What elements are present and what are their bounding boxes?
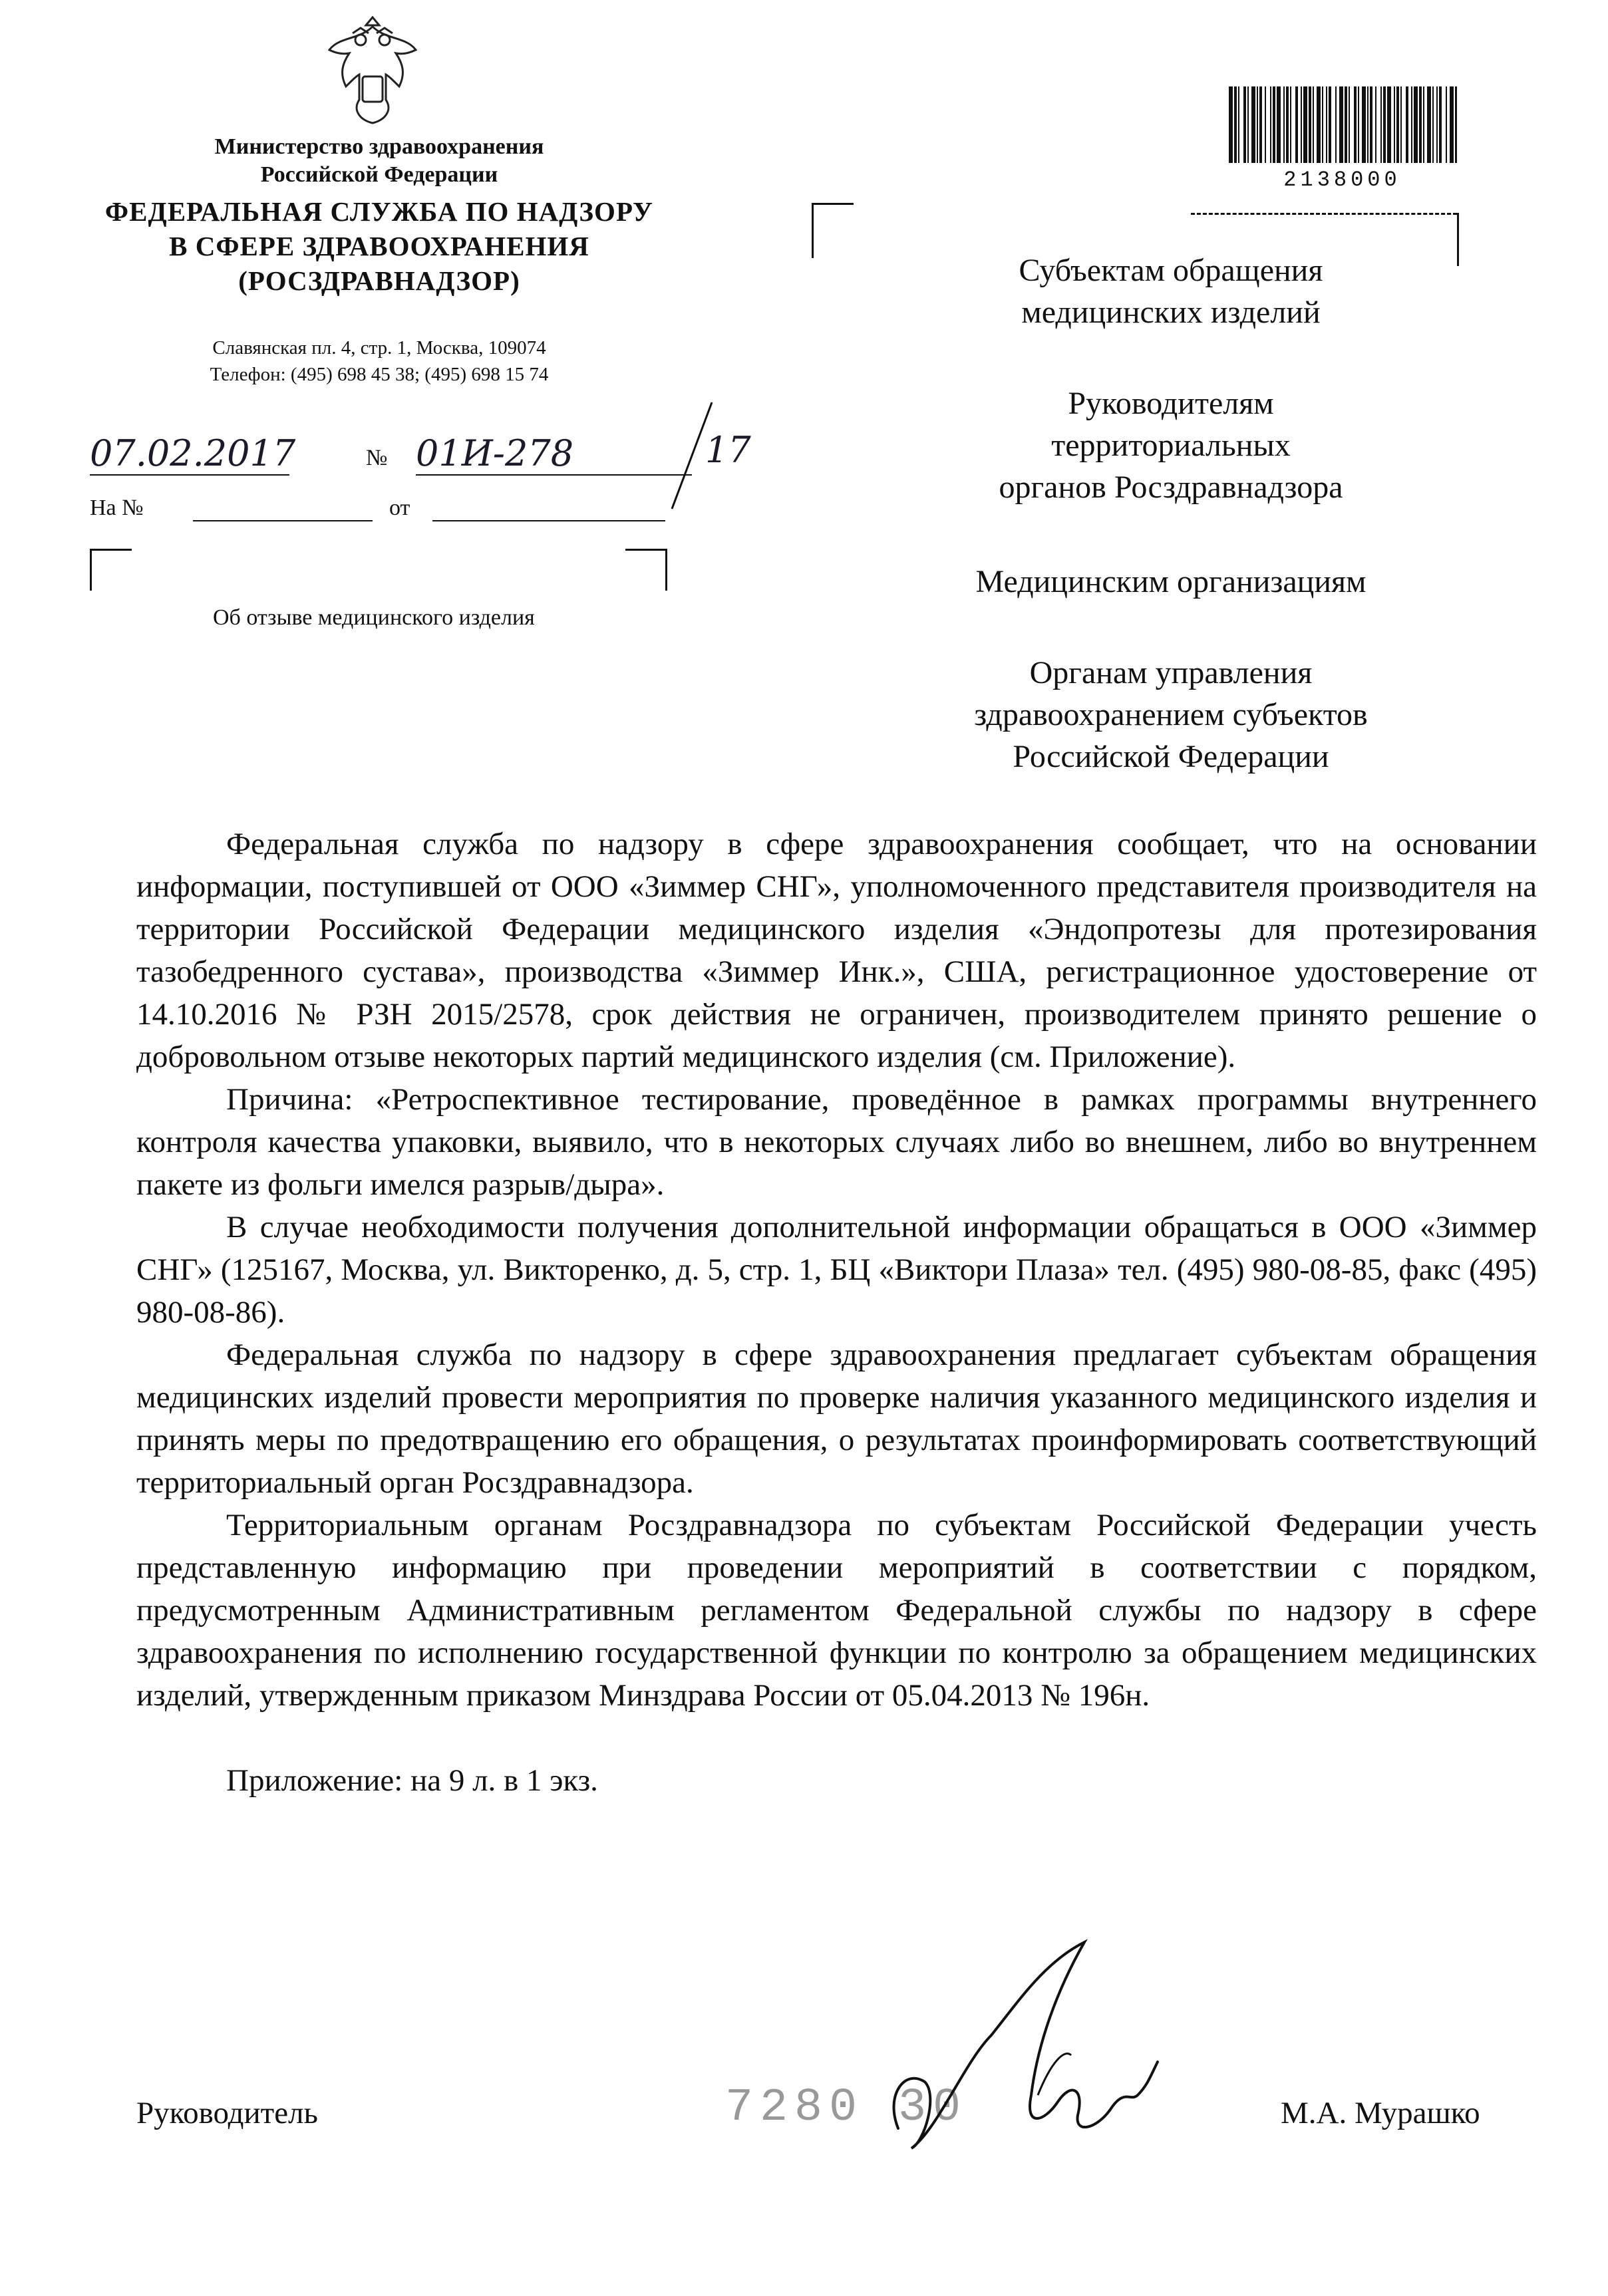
barcode-bar xyxy=(1387,86,1391,163)
barcode-bar xyxy=(1439,86,1442,163)
recipient-2-line-2: территориальных xyxy=(1051,428,1291,463)
barcode-bar xyxy=(1380,86,1382,163)
registration-date: 07.02.2017 xyxy=(90,432,296,474)
barcode-bar xyxy=(1309,86,1311,163)
barcode-bar xyxy=(1414,86,1418,163)
barcode-bar xyxy=(1406,86,1408,163)
barcode-bar xyxy=(1273,86,1275,163)
recipient-bracket-left xyxy=(812,203,854,258)
barcode-bar xyxy=(1446,86,1447,163)
barcode-bar xyxy=(1243,86,1246,163)
recipient-2 xyxy=(885,382,1457,508)
barcode-bar xyxy=(1313,86,1314,163)
barcode-bar xyxy=(1326,86,1327,163)
registration-year: 17 xyxy=(705,429,751,471)
subject-bracket-right xyxy=(625,549,667,591)
attachment: Приложение: на 9 л. в 1 экз. xyxy=(226,1763,598,1798)
barcode-bar xyxy=(1247,86,1249,163)
recipient-4 xyxy=(885,652,1457,778)
barcode-bar xyxy=(1455,86,1457,163)
signer-name: М.А. Мурашко xyxy=(1281,2096,1480,2130)
paragraph-2: Причина: «Ретроспективное тестирование, проведённое в рамках программы внутреннего контроля качества упаковки, выявило, что в некоторых случаях либо во внешнем, либо во внутреннем пакете из фольги имелся разрыв/дыра». xyxy=(136,1082,1537,1202)
barcode-bar xyxy=(1317,86,1321,163)
registration-number-field xyxy=(416,432,692,476)
paragraph-3: В случае необходимости получения дополнительной информации обращаться в ООО «Зиммер СНГ» (125167, Москва, ул. Викторенко, д. 5, стр. 1, БЦ «Виктори Плаза» тел. (495) 980-08-85, факс (495) 980-08-86). xyxy=(136,1210,1537,1330)
paragraph-4: Федеральная служба по надзору в сфере здравоохранения предлагает субъектам обращения медицинских изделий провести мероприятия по проверке наличия указанного медицинского изделия и принять меры по предотвращению его обращения, о результатах проинформировать соответствующий территориальный орган Росздравнадзора. xyxy=(136,1338,1537,1500)
recipient-4-line-2: здравоохранением субъектов xyxy=(974,697,1368,732)
barcode-bar xyxy=(1411,86,1412,163)
stamp-number: 7280 30 xyxy=(725,2082,968,2134)
barcode-bar xyxy=(1259,86,1262,163)
coat-of-arms-icon xyxy=(313,13,432,133)
ministry-name xyxy=(120,133,639,189)
barcode-bar xyxy=(1394,86,1395,163)
barcode-bar xyxy=(1295,86,1298,163)
subject-bracket-left xyxy=(90,549,132,591)
barcode-bar xyxy=(1234,86,1237,163)
registration-number: 01И-278 xyxy=(416,432,692,476)
barcode-bar xyxy=(1345,86,1347,163)
subject: Об отзыве медицинского изделия xyxy=(213,605,535,630)
recipient-1-line-1: Субъектам обращения xyxy=(1019,253,1323,288)
barcode-bar xyxy=(1367,86,1368,163)
barcode-number: 2138000 xyxy=(1283,168,1401,192)
recipient-1-line-2: медицинских изделий xyxy=(1021,295,1321,330)
barcode-bar xyxy=(1229,86,1233,163)
reply-label: На № xyxy=(90,496,144,520)
barcode-bar xyxy=(1432,86,1434,163)
signature-icon xyxy=(885,1929,1191,2168)
recipient-2-line-1: Руководителям xyxy=(1068,386,1274,421)
barcode-bar xyxy=(1238,86,1239,163)
barcode-bar xyxy=(1290,86,1291,163)
barcode-bar xyxy=(1370,86,1372,163)
barcode-bar xyxy=(1301,86,1302,163)
barcode-bar xyxy=(1270,86,1271,163)
barcode-bar xyxy=(1303,86,1307,163)
number-sign: № xyxy=(366,446,388,470)
barcode-bar xyxy=(1436,86,1438,163)
barcode-bar xyxy=(1283,86,1285,163)
registration-date-field xyxy=(90,432,296,479)
barcode-bar xyxy=(1423,86,1424,163)
barcode-bar xyxy=(1257,86,1258,163)
service-line-1: ФЕДЕРАЛЬНАЯ СЛУЖБА ПО НАДЗОРУ xyxy=(104,196,654,227)
ministry-line-2: Российской Федерации xyxy=(260,162,498,187)
barcode-bar xyxy=(1286,86,1289,163)
from-label: от xyxy=(389,496,410,520)
recipient-4-line-3: Российской Федерации xyxy=(1013,739,1329,774)
service-line-2: В СФЕРЕ ЗДРАВООХРАНЕНИЯ xyxy=(169,231,589,261)
barcode-bar xyxy=(1358,86,1359,163)
barcode-bar xyxy=(1419,86,1422,163)
barcode-bar xyxy=(1339,86,1343,163)
reply-number-line xyxy=(193,520,373,521)
barcode-bar xyxy=(1375,86,1376,163)
barcode-bar xyxy=(1322,86,1323,163)
ministry-line-1: Министерство здравоохранения xyxy=(214,134,544,159)
barcode-bar xyxy=(1427,86,1431,163)
address: Славянская пл. 4, стр. 1, Москва, 109074 xyxy=(212,337,546,359)
address-block xyxy=(120,335,639,388)
letter-body xyxy=(136,823,1537,1802)
recipient-bracket-top xyxy=(1191,213,1457,215)
reply-date-line xyxy=(432,520,665,521)
barcode-bar xyxy=(1277,86,1281,163)
barcode-bar xyxy=(1251,86,1255,163)
barcode-bar xyxy=(1354,86,1357,163)
recipient-4-line-1: Органам управления xyxy=(1029,655,1313,690)
barcode-bar xyxy=(1265,86,1266,163)
paragraph-5: Территориальным органам Росздравнадзора по субъектам Российской Федерации учесть представленную информацию при проведении мероприятий в соответствии с порядком, предусмотренным Административным регламентом Федеральной службы по надзору в сфере здравоохранения по исполнению государственной функции по контролю за обращением медицинских изделий, утвержденным приказом Минздрава России от 05.04.2013 № 196н. xyxy=(136,1508,1537,1713)
barcode-bar xyxy=(1450,86,1454,163)
barcode-bar xyxy=(1329,86,1331,163)
paragraph-1: Федеральная служба по надзору в сфере здравоохранения сообщает, что на основании информации, поступившей от ООО «Зиммер СНГ», уполномоченного представителя производителя на территории Российской Федерации медицинского изделия «Эндопротезы для протезирования тазобедренного сустава», производства «Зиммер Инк.», США, регистрационное удостоверение от 14.10.2016 № РЗН 2015/2578, срок действия не ограничен, производителем принято решение о добровольном отзыве некоторых партий медицинского изделия (см. Приложение). xyxy=(136,827,1537,1074)
barcode-bar xyxy=(1335,86,1337,163)
barcode-bar xyxy=(1362,86,1366,163)
recipient-3-line-1: Медицинским организациям xyxy=(975,564,1367,599)
barcode-bar xyxy=(1349,86,1350,163)
barcode-bar xyxy=(1400,86,1402,163)
recipient-2-line-3: органов Росздравнадзора xyxy=(999,470,1343,505)
barcode-icon xyxy=(1227,86,1457,163)
barcode-bar xyxy=(1383,86,1386,163)
barcode-bar xyxy=(1396,86,1399,163)
service-line-3: (РОСЗДРАВНАДЗОР) xyxy=(238,265,520,296)
signer-role: Руководитель xyxy=(136,2096,318,2130)
recipient-3 xyxy=(885,561,1457,603)
service-name xyxy=(67,194,692,298)
phone: Телефон: (495) 698 45 38; (495) 698 15 74 xyxy=(210,364,549,385)
recipient-1 xyxy=(885,249,1457,333)
